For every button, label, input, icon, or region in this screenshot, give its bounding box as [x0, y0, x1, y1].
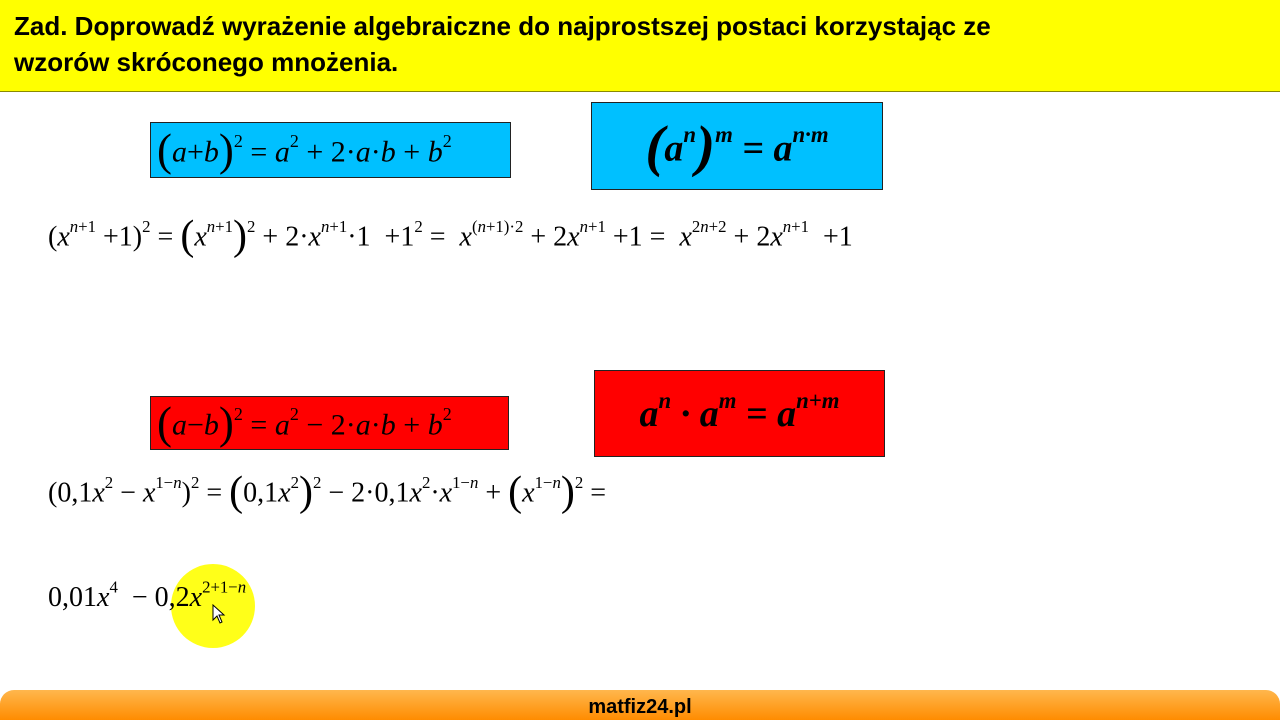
footer-site-link[interactable]: matfiz24.pl — [588, 696, 692, 718]
footer-bar — [0, 690, 1280, 720]
formula-product-of-powers: $a^n \cdot a^m = a^{n+m}$ — [594, 370, 885, 457]
formula-power-of-power: $(a^n)^m = a^{n\cdot m}$ — [591, 102, 883, 190]
formula-sum-square: $(a+b)^2 = a^2 + 2\cdot a\cdot b + b^2$ — [150, 122, 511, 178]
task-title-line1: Zad. Doprowadź wyrażenie algebraiczne do najprostszej postaci korzystając ze — [14, 11, 991, 41]
mouse-cursor-icon — [212, 604, 226, 624]
expression-line-3: $0,01x^4 - 0,2x^{2+1-n}$ — [48, 577, 247, 613]
expression-line-2: $(0,1x^2 - x^{1-n})^2 = (0,1x^2)^2 - 2\cdot 0,1x^2\cdot x^{1-n} + (x^{1-n})^2$ = — [48, 469, 607, 515]
task-title-line2: wzorów skróconego mnożenia. — [14, 47, 399, 77]
task-header — [0, 0, 1280, 92]
expression-line-1: $(x^{n+1} +1)^2 = (x^{n+1})^2 + 2\cdot x^{n+1}\cdot 1 +1^2 = x^{(n+1)\cdot 2} + 2x^{n+1} +1 = x^{2n+2} + 2x^{n+1} +1$ — [48, 213, 853, 259]
formula-difference-square: $(a-b)^2 = a^2 - 2\cdot a\cdot b + b^2$ — [150, 396, 509, 450]
